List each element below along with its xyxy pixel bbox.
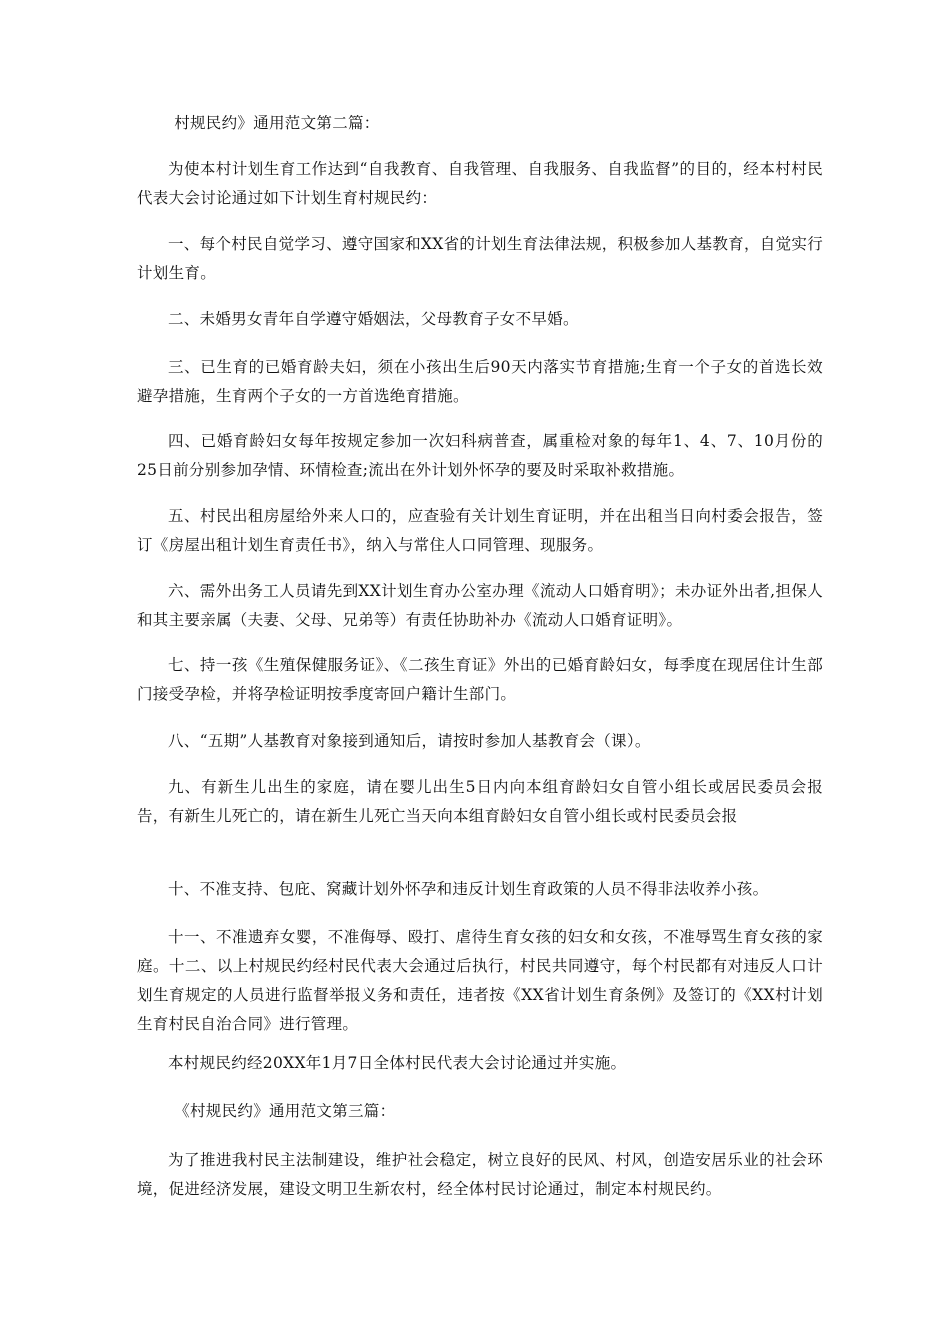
paragraph-item-5: 五、村民出租房屋给外来人口的，应查验有关计划生育证明，并在出租当日向村委会报告，签订《房屋出租计划生育责任书》，纳入与常住人口同管理、现服务。 xyxy=(137,507,823,554)
paragraph-item-2: 二、未婚男女青年自学遵守婚姻法，父母教育子女不早婚。 xyxy=(168,310,579,328)
section-title-3: 《村规民约》通用范文第三篇： xyxy=(174,1102,396,1120)
paragraph-item-7: 七、持一孩《生殖保健服务证》、《二孩生育证》外出的已婚育龄妇女，每季度在现居住计生部门接受孕检，并将孕检证明按季度寄回户籍计生部门。 xyxy=(137,656,823,703)
section-title-2: 村规民约》通用范文第二篇： xyxy=(174,114,380,132)
paragraph-item-9: 九、有新生儿出生的家庭，请在婴儿出生5日内向本组育龄妇女自管小组长或居民委员会报告，有新生儿死亡的，请在新生儿死亡当天向本组育龄妇女自管小组长或村民委员会报 xyxy=(137,778,823,825)
paragraph-section-3-intro: 为了推进我村民主法制建设，维护社会稳定，树立良好的民风、村风，创造安居乐业的社会环境，促进经济发展，建设文明卫生新农村，经全体村民讨论通过，制定本村规民约。 xyxy=(137,1151,823,1198)
paragraph-item-6: 六、需外出务工人员请先到XX计划生育办公室办理《流动人口婚育明》；未办证外出者,担保人和其主要亲属（夫妻、父母、兄弟等）有责任协助补办《流动人口婚育证明》。 xyxy=(137,582,823,629)
paragraph-item-8: 八、“五期”人基教育对象接到通知后，请按时参加人基教育会（课）。 xyxy=(168,732,651,750)
paragraph-adoption-date: 本村规民约经20XX年1月7日全体村民代表大会讨论通过并实施。 xyxy=(168,1054,627,1072)
paragraph-item-4: 四、已婚育龄妇女每年按规定参加一次妇科病普查，属重检对象的每年1、4、7、10月份的25日前分别参加孕情、环情检查;流出在外计划外怀孕的要及时采取补救措施。 xyxy=(137,432,823,479)
paragraph-item-10: 十、不准支持、包庇、窝藏计划外怀孕和违反计划生育政策的人员不得非法收养小孩。 xyxy=(168,880,769,898)
paragraph-item-11-12: 十一、不准遗弃女婴，不准侮辱、殴打、虐待生育女孩的妇女和女孩，不准辱骂生育女孩的家庭。十二、以上村规民约经村民代表大会通过后执行，村民共同遵守，每个村民都有对违反人口计划生育规定的人员进行监督举报义务和责任，违者按《XX省计划生育条例》及签订的《XX村计划生育村民自治合同》进行管理。 xyxy=(137,928,823,1033)
paragraph-item-3: 三、已生育的已婚育龄夫妇，须在小孩出生后90天内落实节育措施;生育一个子女的首选长效避孕措施，生育两个子女的一方首选绝育措施。 xyxy=(137,358,823,405)
paragraph-item-1: 一、每个村民自觉学习、遵守国家和XX省的计划生育法律法规，积极参加人基教育，自觉实行计划生育。 xyxy=(137,235,823,282)
paragraph-intro: 为使本村计划生育工作达到“自我教育、自我管理、自我服务、自我监督”的目的，经本村村民代表大会讨论通过如下计划生育村规民约： xyxy=(137,160,823,207)
